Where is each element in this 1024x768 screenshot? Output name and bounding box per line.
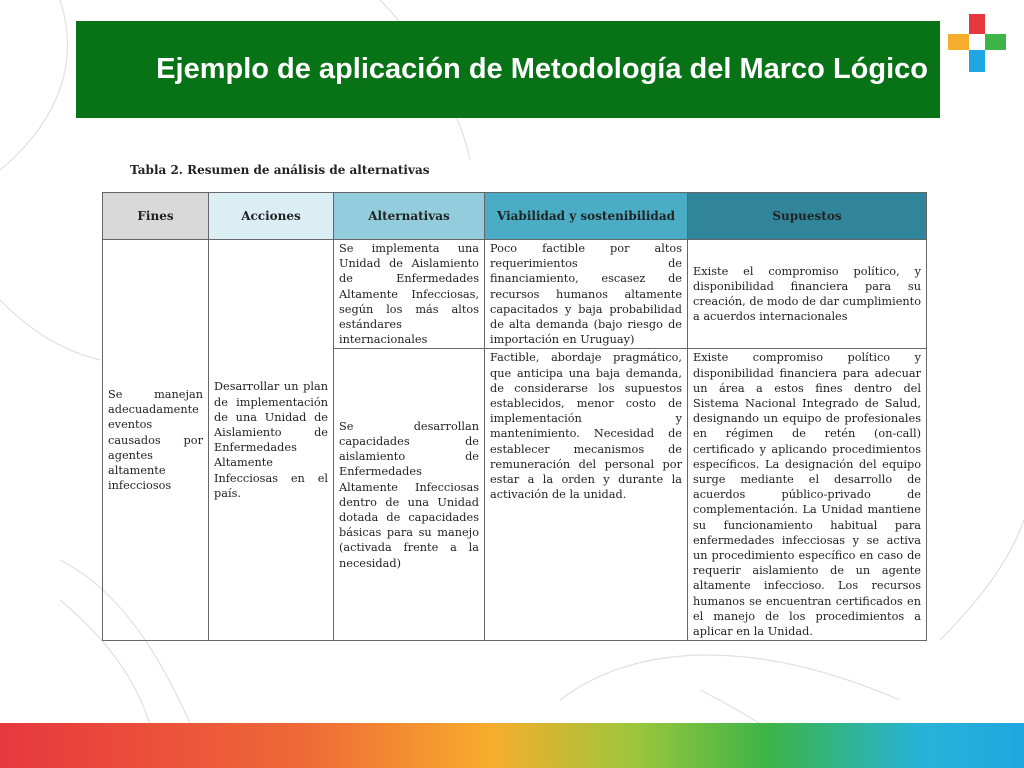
header-fines: Fines bbox=[103, 193, 209, 240]
table-row bbox=[103, 240, 927, 349]
title-bar bbox=[76, 21, 940, 118]
table-caption: Tabla 2. Resumen de análisis de alternativas bbox=[130, 163, 430, 177]
alternatives-table bbox=[102, 192, 927, 641]
cell-viabilidad-1: Poco factible por altos requerimientos de financiamiento, escasez de recursos humanos altamente capacitados y baja probabilidad de alta demanda (bajo riesgo de importación en Uruguay) bbox=[485, 240, 688, 349]
table-header-row bbox=[103, 193, 927, 240]
header-viabilidad: Viabilidad y sostenibilidad bbox=[485, 193, 688, 240]
cell-acciones: Desarrollar un plan de implementación de una Unidad de Aislamiento de Enfermedades Altamente Infecciosas en el país. bbox=[209, 240, 334, 641]
header-alternativas: Alternativas bbox=[334, 193, 485, 240]
cell-supuestos-1: Existe el compromiso político, y disponibilidad financiera para su creación, de modo de dar cumplimiento a acuerdos internacionales bbox=[688, 240, 927, 349]
cell-fines: Se manejan adecuadamente eventos causados por agentes altamente infecciosos bbox=[103, 240, 209, 641]
header-acciones: Acciones bbox=[209, 193, 334, 240]
alternatives-table-container bbox=[102, 192, 927, 641]
header-supuestos: Supuestos bbox=[688, 193, 927, 240]
health-cross-logo bbox=[946, 12, 1008, 74]
cell-alternativa-1: Se implementa una Unidad de Aislamiento de Enfermedades Altamente Infecciosas, según los más altos estándares internacionales bbox=[334, 240, 485, 349]
cell-viabilidad-2: Factible, abordaje pragmático, que anticipa una baja demanda, de considerarse los supuestos establecidos, menor costo de implementación y mantenimiento. Necesidad de establecer mecanismos de remuneración del personal por estar a la orden y durante la activación de la unidad. bbox=[485, 349, 688, 641]
cell-supuestos-2: Existe compromiso político y disponibilidad financiera para adecuar un área a estos fines dentro del Sistema Nacional Integrado de Salud, designando un equipo de profesionales en régimen de retén (on-call) certificado y aplicando procedimientos específicos. La designación del equipo surge mediante el desarrollo de acuerdos público-privado de complementación. La Unidad mantiene su funcionamiento habitual para enfermedades infecciosas y se activa un procedimiento específico en caso de requerir aislamiento de un agente altamente infeccioso. Los recursos humanos se encuentran certificados en el manejo de los procedimientos a aplicar en la Unidad. bbox=[688, 349, 927, 641]
slide-title: Ejemplo de aplicación de Metodología del Marco Lógico bbox=[156, 53, 928, 85]
bottom-color-band bbox=[0, 723, 1024, 768]
cell-alternativa-2: Se desarrollan capacidades de aislamiento de Enfermedades Altamente Infecciosas dentro de una Unidad dotada de capacidades básicas para su manejo (activada frente a la necesidad) bbox=[334, 349, 485, 641]
